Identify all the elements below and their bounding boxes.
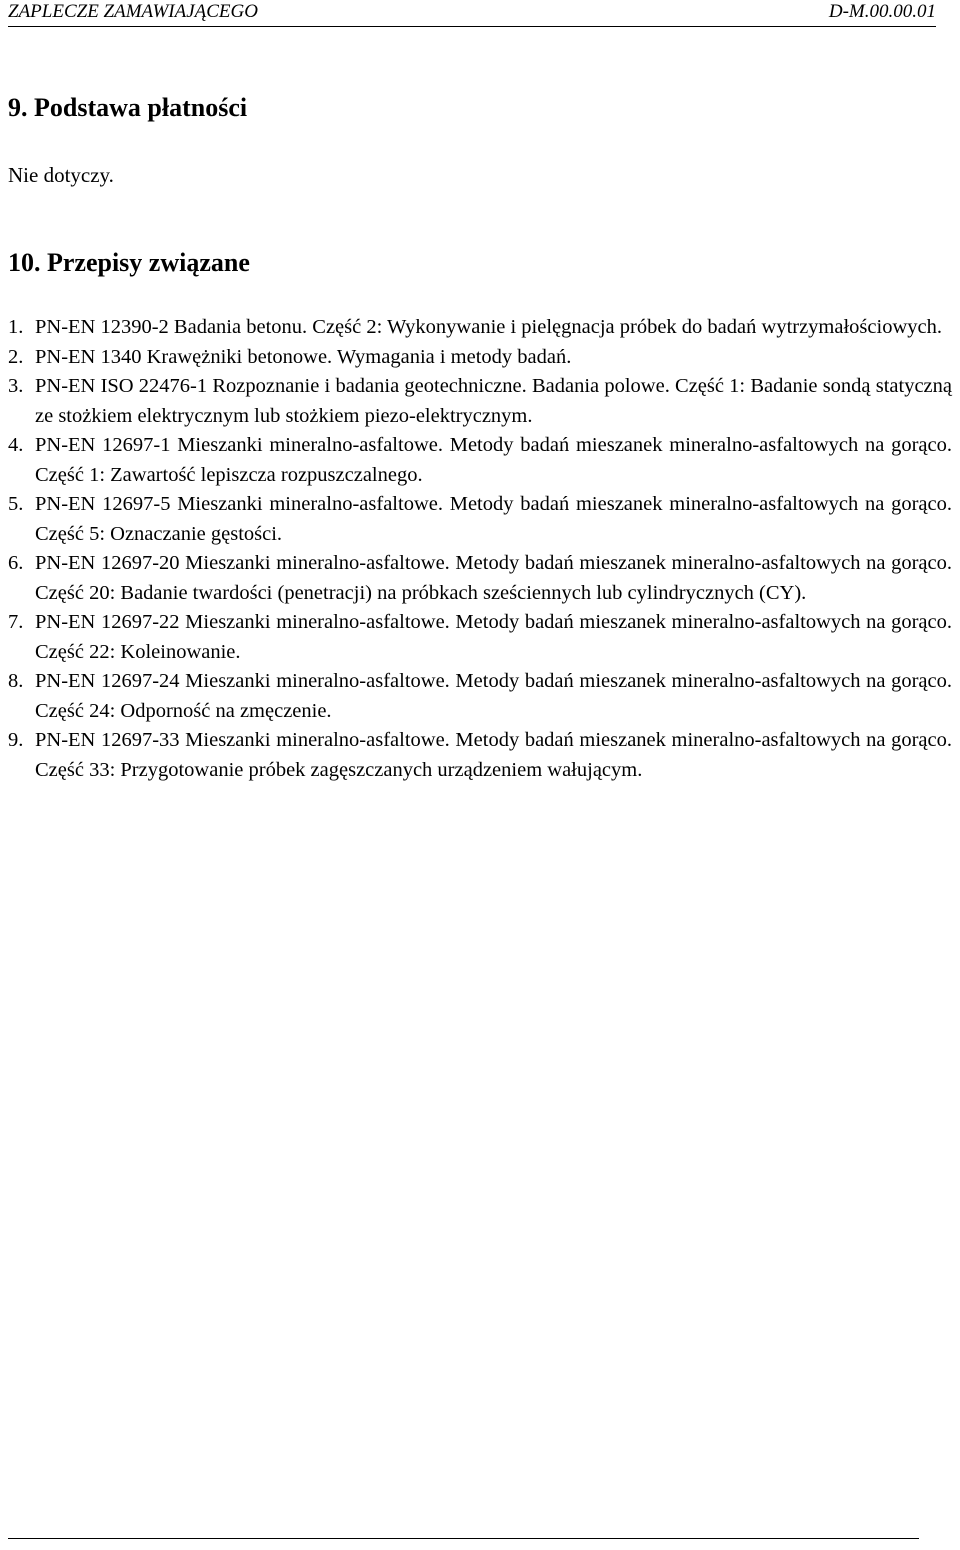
list-item bbox=[8, 343, 952, 373]
list-item-text: PN-EN 12697-5 Mieszanki mineralno-asfaltowe. Metody badań mieszanek mineralno-asfaltowych na gorąco. Część 5: Oznaczanie gęstości. bbox=[35, 493, 952, 545]
list-item-text: PN-EN 12697-1 Mieszanki mineralno-asfaltowe. Metody badań mieszanek mineralno-asfaltowych na gorąco. Część 1: Zawartość lepiszcza rozpuszczalnego. bbox=[35, 434, 952, 486]
list-item-text: PN-EN 12697-33 Mieszanki mineralno-asfaltowe. Metody badań mieszanek mineralno-asfaltowych na gorąco. Część 33: Przygotowanie próbek zagęszczanych urządzeniem wałującym. bbox=[35, 729, 952, 781]
list-item-text: PN-EN 12697-24 Mieszanki mineralno-asfaltowe. Metody badań mieszanek mineralno-asfaltowych na gorąco. Część 24: Odporność na zmęczenie. bbox=[35, 670, 952, 722]
page-header bbox=[8, 0, 936, 27]
list-item bbox=[8, 549, 952, 608]
list-item-text: PN-EN 12697-20 Mieszanki mineralno-asfaltowe. Metody badań mieszanek mineralno-asfaltowych na gorąco. Część 20: Badanie twardości (penetracji) na próbkach sześciennych lub cylindrycznych (CY). bbox=[35, 552, 952, 604]
list-item-text: PN-EN 1340 Krawężniki betonowe. Wymagania i metody badań. bbox=[35, 345, 572, 368]
section-10-title: 10. Przepisy związane bbox=[8, 248, 250, 277]
section-9-title: 9. Podstawa płatności bbox=[8, 93, 248, 122]
list-item-number: 2. bbox=[8, 345, 24, 368]
header-title: ZAPLECZE ZAMAWIAJĄCEGO bbox=[8, 1, 258, 22]
list-item-number: 3. bbox=[8, 375, 24, 397]
list-item-number: 8. bbox=[8, 670, 24, 692]
list-item bbox=[8, 372, 952, 431]
list-item-text: PN-EN 12697-22 Mieszanki mineralno-asfaltowe. Metody badań mieszanek mineralno-asfaltowych na gorąco. Część 22: Koleinowanie. bbox=[35, 611, 952, 663]
section-9-text: Nie dotyczy. bbox=[8, 163, 114, 187]
list-item-number: 6. bbox=[8, 552, 24, 574]
list-item-number: 7. bbox=[8, 611, 24, 633]
list-item bbox=[8, 667, 952, 726]
list-item bbox=[8, 490, 952, 549]
list-item bbox=[8, 313, 952, 343]
list-item bbox=[8, 431, 952, 490]
list-item-number: 1. bbox=[8, 316, 24, 338]
header-doc-code: D-M.00.00.01 bbox=[828, 1, 936, 22]
footer-rule bbox=[8, 1538, 919, 1539]
list-item-number: 5. bbox=[8, 493, 24, 515]
list-item-number: 4. bbox=[8, 434, 24, 456]
list-item-text: PN-EN ISO 22476-1 Rozpoznanie i badania geotechniczne. Badania polowe. Część 1: Badanie sondą statyczną ze stożkiem elektrycznym lub stożkiem piezo-elektrycznym. bbox=[35, 375, 952, 427]
list-item-number: 9. bbox=[8, 729, 24, 751]
list-item bbox=[8, 726, 952, 785]
list-item bbox=[8, 608, 952, 667]
list-item-text: PN-EN 12390-2 Badania betonu. Część 2: Wykonywanie i pielęgnacja próbek do badań wytrzymałościowych. bbox=[35, 316, 942, 338]
regulations-list bbox=[8, 313, 952, 785]
